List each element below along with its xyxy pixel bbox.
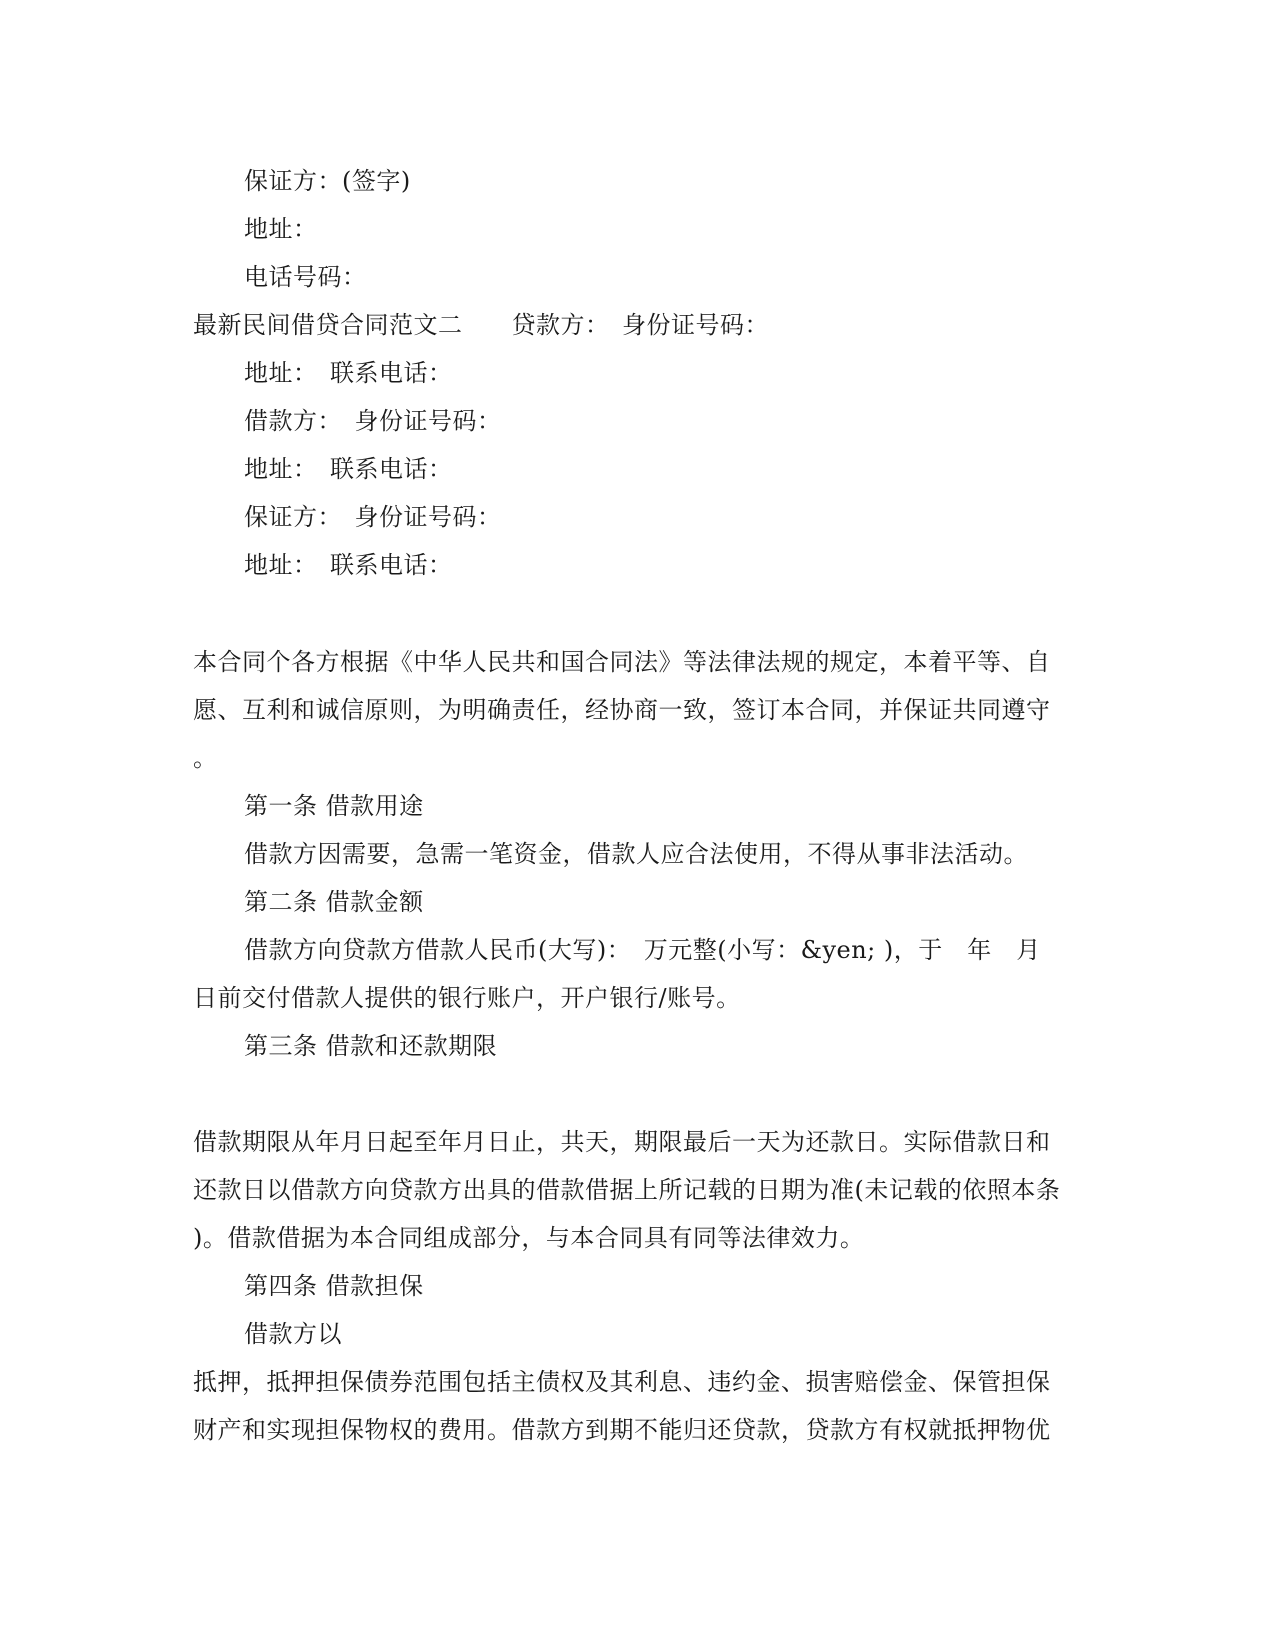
borrower-contact-line: 地址： 联系电话： xyxy=(244,455,453,483)
article-4-body-start: 借款方以 xyxy=(244,1320,342,1348)
borrower-id-line: 借款方： 身份证号码： xyxy=(244,407,502,435)
preamble-line: 本合同个各方根据《中华人民共和国合同法》等法律法规的规定，本着平等、自 xyxy=(193,648,1051,676)
guarantor-phone-line: 电话号码： xyxy=(244,263,367,291)
guarantor-contact-line: 地址： 联系电话： xyxy=(244,551,453,579)
article-2-title: 第二条 借款金额 xyxy=(244,888,424,916)
article-3-body-line: )。借款借据为本合同组成部分，与本合同具有同等法律效力。 xyxy=(193,1224,865,1252)
guarantor-id-line: 保证方： 身份证号码： xyxy=(244,503,502,531)
article-4-body-line: 抵押，抵押担保债券范围包括主债权及其利息、违约金、损害赔偿金、保管担保 xyxy=(193,1368,1051,1396)
article-4-title: 第四条 借款担保 xyxy=(244,1272,424,1300)
article-3-body-line: 借款期限从年月日起至年月日止，共天，期限最后一天为还款日。实际借款日和 xyxy=(193,1128,1051,1156)
article-1-body: 借款方因需要，急需一笔资金，借款人应合法使用，不得从事非法活动。 xyxy=(244,840,1028,868)
document-title-line: 最新民间借贷合同范文二 贷款方： 身份证号码： xyxy=(193,311,769,339)
guarantor-address-line: 地址： xyxy=(244,215,318,243)
article-3-body-line: 还款日以借款方向贷款方出具的借款借据上所记载的日期为准(未记载的依照本条 xyxy=(193,1176,1061,1204)
guarantor-signature-line: 保证方：(签字) xyxy=(244,167,411,195)
article-2-body-line: 借款方向贷款方借款人民币(大写)： 万元整(小写：&yen; )，于 年 月 xyxy=(244,936,1041,964)
article-2-body-line: 日前交付借款人提供的银行账户，开户银行/账号。 xyxy=(193,984,741,1012)
lender-contact-line: 地址： 联系电话： xyxy=(244,359,453,387)
article-3-title: 第三条 借款和还款期限 xyxy=(244,1032,498,1060)
article-4-body-line: 财产和实现担保物权的费用。借款方到期不能归还贷款，贷款方有权就抵押物优 xyxy=(193,1416,1051,1444)
preamble-line: 愿、互利和诚信原则，为明确责任，经协商一致，签订本合同，并保证共同遵守 xyxy=(193,696,1051,724)
article-1-title: 第一条 借款用途 xyxy=(244,792,424,820)
preamble-line: 。 xyxy=(193,744,218,772)
